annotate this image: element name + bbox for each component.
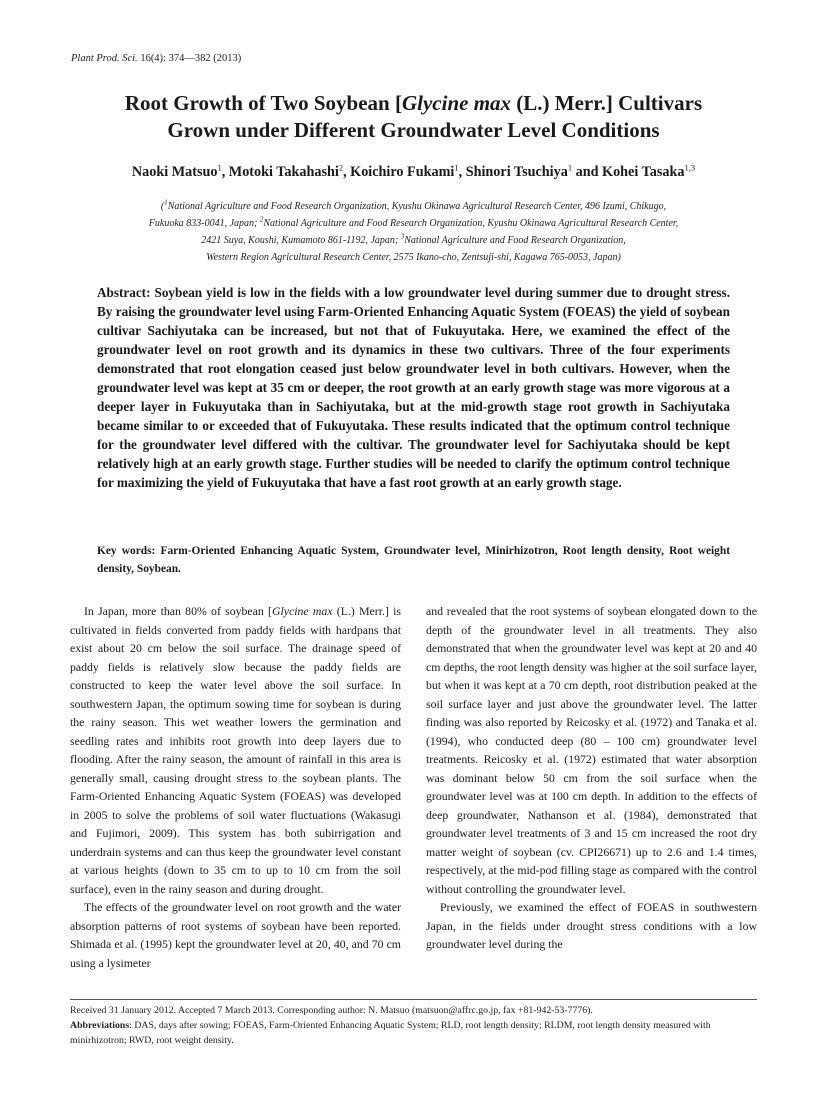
keywords: Key words: Farm-Oriented Enhancing Aquatic System, Groundwater level, Minirhizotron, Root length density, Root weight density, Soybean.	[97, 545, 730, 575]
text-run: (L.) Merr.] is cultivated in fields converted from paddy fields with hardpans that exist about 20 cm below the soil surface. The drainage speed of paddy fields is relatively slow because the paddy fields are constructed to keep the water level above the soil surface. In southwestern Japan, the optimum sowing time for soybean is during the rainy season. This wet weather lowers the germination and seedling rates and inhibits root growth into deep layers due to flooding. After the rainy season, the amount of rainfall in this area is generally small, causing drought stress to the soybean plants. The Farm-Oriented Enhancing Aquatic System (FOEAS) was developed in 2005 to solve the problems of soil water fluctuations (Wakasugi and Fujimori, 2009). This system has both subirrigation and underdrain systems and can thus keep the groundwater level constant at various heights (down to 35 cm to up to 10 cm from the soil surface), even in the rainy season and during drought.	[70, 604, 401, 896]
separator: ,	[221, 164, 229, 180]
volume-issue-pages: 16(4): 374—382 (2013)	[140, 53, 242, 64]
author: Motoki Takahashi	[228, 164, 339, 180]
body-paragraph: and revealed that the root systems of soybean elongated down to the depth of the groundwater level in all treatments. They also demonstrated that when the groundwater level was kept at 20 and 40 cm depths, the root length density was higher at the soil surface layer, but when it was kept at a 70 cm depth, root distribution peaked at the soil surface layer and just above the groundwater level. The latter finding was also reported by Reicosky et al. (1972) and Tanaka et al. (1994), who conducted deep (80 – 100 cm) groundwater level treatments. Reicosky et al. (1972) estimated that water absorption was dominant below 50 cm from the soil surface when the groundwater level was at 100 cm depth. In addition to the effects of deep groundwater, Nathanson et al. (1984), demonstrated that groundwater level treatments of 3 and 15 cm increased the root dry matter weight of soybean (cv. CPI26671) up to 2.6 and 1.4 times, respectively, at the mid-pod filling stage as compared with the control without controlling the groundwater level.	[426, 604, 757, 896]
received-note: Received 31 January 2012. Accepted 7 March 2013. Corresponding author: N. Matsuo (matsuon@affrc.go.jp, fax +81-942-53-7776).	[70, 1005, 593, 1016]
footnote-divider	[70, 999, 757, 1000]
affiliation-1: National Agriculture and Food Research Organization, Kyushu Okinawa Agricultural Research Center, 496 Izumi, Chikugo,	[167, 201, 667, 212]
affiliation-3-cont: Western Region Agricultural Research Center, 2575 Ikano-cho, Zentsuji-shi, Kagawa 765-0053, Japan)	[206, 252, 621, 263]
species-name: Glycine max	[271, 604, 333, 618]
author: Shinori Tsuchiya	[465, 164, 568, 180]
title-part: Root Growth of Two Soybean [	[124, 91, 402, 115]
author-affil-mark: 2	[338, 162, 344, 173]
body-paragraph: Previously, we examined the effect of FOEAS in southwestern Japan, in the fields under drought stress conditions with a low groundwater level during the	[426, 900, 757, 951]
affiliation-1-cont: Fukuoka 833-0041, Japan;	[148, 218, 260, 229]
author: Koichiro Fukami	[350, 164, 455, 180]
author: Kohei Tasaka	[602, 164, 685, 180]
affiliation-3: National Agriculture and Food Research Organization,	[404, 235, 626, 246]
affiliations: ($^1$National Agriculture and Food Research Organization, Kyushu Okinawa Agricultural Research Center, 496 Izumi, Chikugo, Fukuoka 833-0041, Japan; $^2$National Agriculture and Food Research Organization, Kyushu Okinawa Agricultural Research Center, 2421 Suya, Koushi, Kumamoto 861-1192, Japan; $^3$National Agriculture and Food Research Organization, Western Region Agricultural Research Center, 2575 Ikano-cho, Zentsuji-shi, Kagawa 765-0053, Japan)	[148, 198, 679, 263]
paper-title	[60, 90, 767, 144]
author-affil-mark: 1	[567, 162, 573, 173]
author-affil-mark: 1	[217, 162, 222, 173]
abbreviations-text: : DAS, days after sowing; FOEAS, Farm-Oriented Enhancing Aquatic System; RLD, root length density; RLDM, root length density measured with minirhizotron; RWD, root weight density.	[70, 1020, 711, 1046]
abbreviations-note	[70, 1018, 757, 1048]
abstract: Abstract: Soybean yield is low in the fields with a low groundwater level during summer due to drought stress. By raising the groundwater level using Farm-Oriented Enhancing Aquatic System (FOEAS) the yield of soybean cultivar Sachiyutaka can be increased, but not that of Fukuyutaka. Here, we examined the effect of the groundwater level on root growth and its dynamics in these two cultivars. Three of the four experiments demonstrated that root elongation ceased just below groundwater level in both cultivars. However, when the groundwater level was kept at 35 cm or deeper, the root growth at an early growth stage was more vigorous at a deeper layer in Fukuyutaka than in Sachiyutaka, but at the mid-growth stage root growth in Sachiyutaka became similar to or exceeded that of Fukuyutaka. These results indicated that the optimum control technique for the groundwater level differed with the cultivar. The groundwater level for Sachiyutaka should be kept relatively high at an early growth stage. Further studies will be needed to clarify the optimum control technique for maximizing the yield of Fukuyutaka that have a fast root growth at an early growth stage.	[97, 285, 730, 490]
author-list	[60, 162, 767, 182]
separator: ,	[343, 164, 351, 180]
body-column-left	[70, 602, 401, 972]
title-species: Glycine max	[401, 91, 512, 115]
title-part: (L.) Merr.] Cultivars	[511, 91, 703, 115]
body-paragraph: The effects of the groundwater level on root growth and the water absorption patterns of root systems of soybean have been reported. Shimada et al. (1995) kept the groundwater level at 20, 40, and 70 cm using a lysimeter	[70, 900, 401, 970]
journal-citation	[71, 53, 241, 64]
journal-name: Plant Prod. Sci.	[71, 53, 138, 64]
abbreviations-label: Abbreviations	[70, 1020, 130, 1031]
separator: and	[572, 164, 603, 180]
body-column-right	[426, 602, 757, 954]
author: Naoki Matsuo	[131, 164, 218, 180]
affiliation-2-cont: 2421 Suya, Koushi, Kumamoto 861-1192, Japan;	[201, 235, 401, 246]
body-paragraph	[70, 602, 401, 898]
author-affil-mark: 1	[454, 162, 459, 173]
separator: ,	[458, 164, 466, 180]
affiliation-2: National Agriculture and Food Research Organization, Kyushu Okinawa Agricultural Research Center,	[263, 218, 679, 229]
title-line-2: Grown under Different Groundwater Level Conditions	[167, 118, 660, 142]
footnotes	[70, 1003, 757, 1048]
text-run: In Japan, more than 80% of soybean [	[84, 604, 272, 618]
author-affil-mark: 1,3	[684, 162, 696, 173]
